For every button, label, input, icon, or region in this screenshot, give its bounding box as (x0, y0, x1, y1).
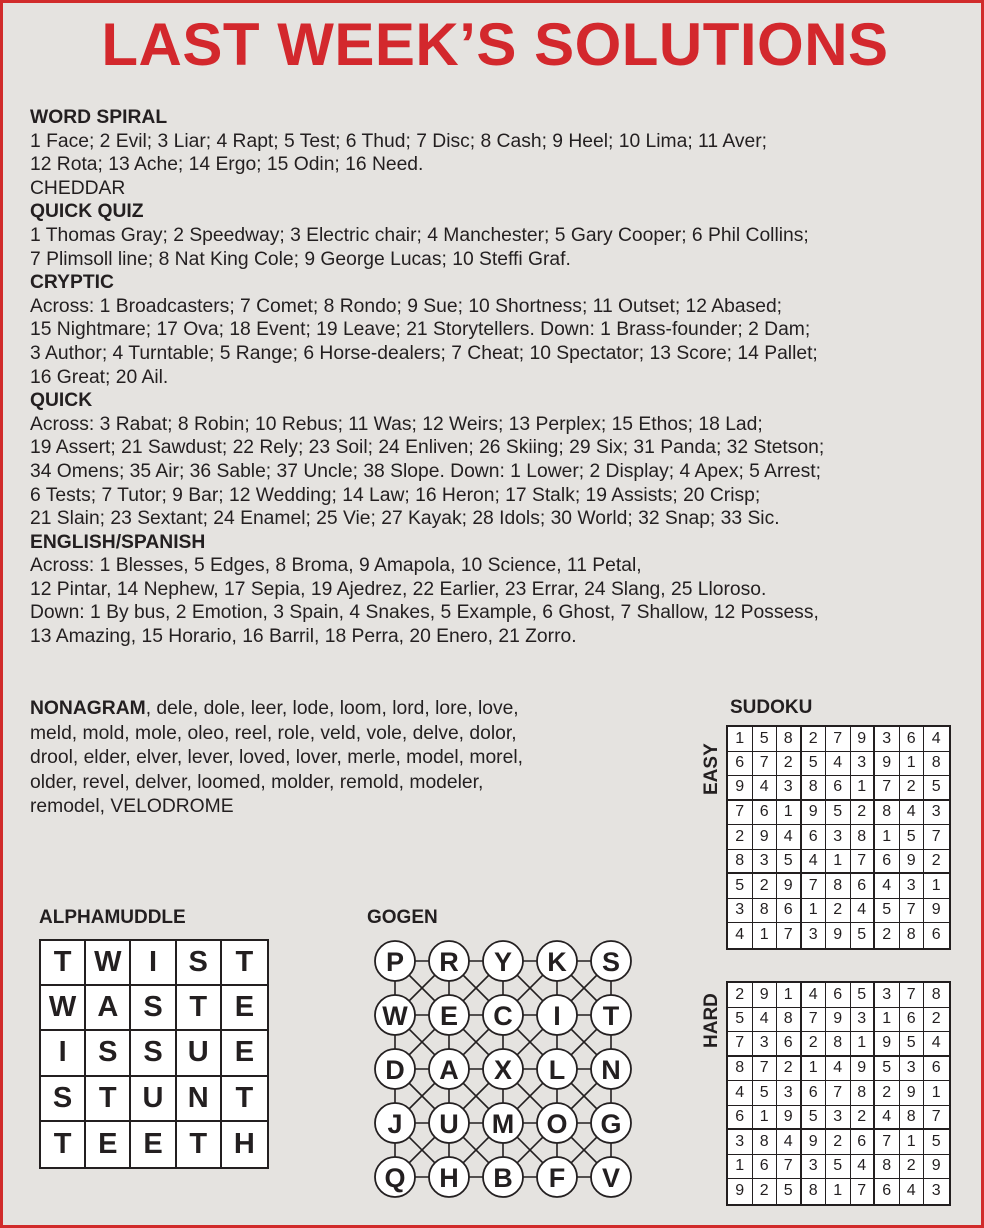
gogen-letter: I (553, 1001, 561, 1031)
nonagram-heading: NONAGRAM (30, 698, 146, 719)
sudoku-cell: 3 (826, 825, 851, 850)
sudoku-cell: 4 (802, 983, 827, 1008)
nonagram-line: older, revel, delver, loomed, molder, remold, modeler, (30, 771, 484, 793)
alphamuddle-cell: U (177, 1031, 222, 1076)
answer-line: 3 Author; 4 Turntable; 5 Range; 6 Horse-dealers; 7 Cheat; 10 Spectator; 13 Score; 14 Pallet; (30, 342, 818, 364)
gogen-letter: L (548, 1055, 566, 1085)
sudoku-cell: 2 (728, 825, 753, 850)
sudoku-cell: 2 (802, 1032, 827, 1057)
sudoku-cell: 3 (753, 1032, 778, 1057)
sudoku-cell: 2 (900, 1155, 925, 1180)
answer-line: 1 Thomas Gray; 2 Speedway; 3 Electric chair; 4 Manchester; 5 Gary Cooper; 6 Phil Collins; (30, 224, 809, 246)
alphamuddle-cell: S (86, 1031, 131, 1076)
sudoku-cell: 7 (826, 1081, 851, 1106)
sudoku-cell: 2 (777, 1057, 802, 1082)
gogen-letter: F (548, 1163, 566, 1193)
nonagram-section (30, 697, 630, 820)
sudoku-heading: SUDOKU (730, 697, 813, 718)
sudoku-cell: 2 (753, 874, 778, 899)
sudoku-cell: 6 (777, 899, 802, 924)
sudoku-cell: 8 (802, 776, 827, 801)
sudoku-cell: 7 (753, 752, 778, 777)
sudoku-cell: 3 (826, 1106, 851, 1131)
sudoku-cell: 3 (851, 1008, 876, 1033)
sudoku-cell: 9 (777, 874, 802, 899)
section-heading: WORD SPIRAL (30, 107, 168, 128)
answer-line: 19 Assert; 21 Sawdust; 22 Rely; 23 Soil; 24 Enliven; 26 Skiing; 29 Six; 31 Panda; 32 Stetson; (30, 437, 825, 459)
sudoku-cell: 5 (753, 727, 778, 752)
sudoku-cell: 7 (851, 1179, 876, 1204)
sudoku-cell: 3 (900, 874, 925, 899)
sudoku-cell: 4 (728, 923, 753, 948)
sudoku-cell: 4 (900, 1179, 925, 1204)
sudoku-cell: 1 (826, 1179, 851, 1204)
sudoku-cell: 4 (851, 899, 876, 924)
alphamuddle-cell: N (177, 1077, 222, 1122)
gogen-letter: S (601, 947, 621, 977)
gogen-letter: P (385, 947, 405, 977)
sudoku-cell: 5 (875, 1057, 900, 1082)
nonagram-line: drool, elder, elver, lever, loved, lover, merle, model, morel, (30, 747, 523, 768)
sudoku-cell: 1 (875, 825, 900, 850)
gogen-letter: K (547, 947, 567, 977)
gogen-letter: H (439, 1163, 459, 1193)
section-heading: QUICK QUIZ (30, 201, 144, 223)
sudoku-cell: 9 (875, 752, 900, 777)
sudoku-cell: 8 (900, 923, 925, 948)
sudoku-cell: 4 (900, 801, 925, 826)
sudoku-cell: 8 (924, 983, 949, 1008)
sudoku-cell: 2 (851, 801, 876, 826)
sudoku-cell: 8 (753, 1130, 778, 1155)
sudoku-cell: 5 (851, 983, 876, 1008)
sudoku-cell: 4 (753, 1008, 778, 1033)
sudoku-cell: 5 (753, 1081, 778, 1106)
sudoku-cell: 9 (728, 1179, 753, 1204)
answer-line: Across: 3 Rabat; 8 Robin; 10 Rebus; 11 Was; 12 Weirs; 13 Perplex; 15 Ethos; 18 Lad; (30, 413, 763, 435)
section-heading: CRYPTIC (30, 272, 114, 294)
sudoku-cell: 5 (875, 899, 900, 924)
answer-line: CHEDDAR (30, 177, 126, 199)
sudoku-cell: 4 (728, 1081, 753, 1106)
sudoku-cell: 7 (900, 983, 925, 1008)
sudoku-cell: 3 (931, 1182, 941, 1200)
sudoku-cell: 6 (728, 752, 753, 777)
gogen-letter: A (439, 1055, 459, 1085)
sudoku-cell: 1 (802, 1057, 827, 1082)
sudoku-cell: 5 (924, 776, 949, 801)
sudoku-cell: 4 (875, 1106, 900, 1131)
gogen-letter: N (601, 1055, 621, 1085)
sudoku-cell: 6 (851, 1130, 876, 1155)
sudoku-cell: 9 (753, 825, 778, 850)
alphamuddle-cell: S (41, 1077, 86, 1122)
sudoku-cell: 2 (826, 899, 851, 924)
alphamuddle-cell: S (131, 1031, 176, 1076)
answer-line: 7 Plimsoll line; 8 Nat King Cole; 9 George Lucas; 10 Steffi Graf. (30, 248, 571, 270)
sudoku-cell: 8 (851, 1081, 876, 1106)
sudoku-cell: 9 (900, 850, 925, 875)
sudoku-cell: 2 (826, 1130, 851, 1155)
sudoku-cell: 2 (728, 983, 753, 1008)
sudoku-cell: 9 (728, 776, 753, 801)
sudoku-cell: 4 (924, 727, 949, 752)
sudoku-cell: 2 (802, 727, 827, 752)
sudoku-cell: 9 (875, 1032, 900, 1057)
answer-line: 12 Rota; 13 Ache; 14 Ergo; 15 Odin; 16 Need. (30, 154, 424, 176)
alphamuddle-heading: ALPHAMUDDLE (39, 907, 186, 928)
sudoku-cell: 8 (802, 1179, 827, 1204)
sudoku-cell: 7 (728, 1032, 753, 1057)
sudoku-cell: 3 (802, 923, 827, 948)
sudoku-cell: 2 (875, 1081, 900, 1106)
sudoku-cell: 5 (728, 1008, 753, 1033)
gogen-letter: J (387, 1109, 403, 1139)
alphamuddle-cell: T (86, 1077, 131, 1122)
sudoku-cell: 3 (777, 1081, 802, 1106)
sudoku-cell: 8 (875, 1155, 900, 1180)
page-title: LAST WEEK’S SOLUTIONS (101, 11, 889, 78)
alphamuddle-cell: S (131, 986, 176, 1031)
sudoku-cell: 8 (900, 1106, 925, 1131)
sudoku-cell: 6 (753, 1155, 778, 1180)
sudoku-cell: 1 (924, 874, 949, 899)
sudoku-cell: 9 (900, 1081, 925, 1106)
alphamuddle-cell: W (86, 941, 131, 986)
sudoku-cell: 2 (900, 776, 925, 801)
section-heading: QUICK (30, 390, 93, 412)
gogen-grid (369, 935, 637, 1203)
gogen-letter: V (601, 1163, 621, 1193)
alphamuddle-cell: E (222, 986, 267, 1031)
sudoku-cell: 6 (931, 926, 941, 944)
sudoku-cell: 9 (802, 801, 827, 826)
sudoku-cell: 7 (802, 874, 827, 899)
sudoku-cell: 6 (802, 825, 827, 850)
sudoku-cell: 6 (851, 874, 876, 899)
nonagram-line: meld, mold, mole, oleo, reel, role, veld, vole, delve, dolor, (30, 722, 517, 744)
alphamuddle-grid (39, 939, 269, 1169)
gogen-letter: X (493, 1055, 513, 1085)
sudoku-cell: 2 (777, 752, 802, 777)
sudoku-cell: 1 (728, 1155, 753, 1180)
alphamuddle-cell: T (177, 1122, 222, 1167)
sudoku-cell: 9 (851, 1057, 876, 1082)
sudoku-cell: 1 (777, 801, 802, 826)
sudoku-cell: 6 (753, 801, 778, 826)
section-heading: ENGLISH/SPANISH (30, 531, 206, 553)
sudoku-cell: 1 (753, 923, 778, 948)
gogen-letter: C (493, 1001, 513, 1031)
sudoku-cell: 3 (875, 983, 900, 1008)
sudoku-cell: 1 (728, 727, 753, 752)
alphamuddle-cell: U (131, 1077, 176, 1122)
sudoku-cell: 6 (826, 776, 851, 801)
alphamuddle-cell: T (41, 941, 86, 986)
sudoku-cell: 6 (924, 1057, 949, 1082)
sudoku-hard-grid (726, 981, 951, 1206)
sudoku-cell: 3 (851, 752, 876, 777)
sudoku-cell: 7 (875, 1130, 900, 1155)
sudoku-cell: 7 (826, 727, 851, 752)
sudoku-cell: 1 (900, 1130, 925, 1155)
alphamuddle-cell: E (131, 1122, 176, 1167)
alphamuddle-cell: T (222, 941, 267, 986)
alphamuddle-cell: S (177, 941, 222, 986)
word-spiral-section (30, 106, 960, 649)
sudoku-cell: 3 (777, 776, 802, 801)
sudoku-cell: 8 (924, 752, 949, 777)
sudoku-cell: 5 (802, 1106, 827, 1131)
alphamuddle-cell: E (86, 1122, 131, 1167)
sudoku-cell: 9 (924, 1155, 949, 1180)
sudoku-cell: 5 (777, 1179, 802, 1204)
sudoku-cell: 3 (875, 727, 900, 752)
sudoku-cell: 9 (851, 727, 876, 752)
gogen-letter: E (439, 1001, 459, 1031)
sudoku-cell: 2 (924, 1008, 949, 1033)
sudoku-cell: 8 (851, 825, 876, 850)
sudoku-cell: 1 (851, 776, 876, 801)
sudoku-cell: 8 (875, 801, 900, 826)
alphamuddle-cell: I (41, 1031, 86, 1076)
answer-line: 12 Pintar, 14 Nephew, 17 Sepia, 19 Ajedrez, 22 Earlier, 23 Errar, 24 Slang, 25 Lloroso. (30, 578, 767, 600)
sudoku-cell: 3 (924, 801, 949, 826)
sudoku-cell: 3 (728, 1130, 753, 1155)
nonagram-line (30, 697, 630, 722)
sudoku-cell: 7 (900, 899, 925, 924)
sudoku-cell: 9 (802, 1130, 827, 1155)
alphamuddle-cell: T (41, 1122, 86, 1167)
sudoku-cell: 3 (728, 899, 753, 924)
sudoku-cell: 5 (851, 923, 876, 948)
alphamuddle-cell: H (233, 1127, 255, 1160)
sudoku-cell: 4 (826, 752, 851, 777)
gogen-letter: W (382, 1001, 408, 1031)
answer-line: Across: 1 Blesses, 5 Edges, 8 Broma, 9 Amapola, 10 Science, 11 Petal, (30, 555, 642, 577)
sudoku-cell: 8 (777, 1008, 802, 1033)
sudoku-cell: 1 (777, 983, 802, 1008)
gogen-letter: R (439, 947, 459, 977)
nonagram-words: , dele, dole, leer, lode, loom, lord, lore, love, (145, 698, 519, 719)
sudoku-cell: 6 (900, 1008, 925, 1033)
sudoku-cell: 2 (875, 923, 900, 948)
gogen-letter: Q (384, 1163, 406, 1193)
answer-line: 21 Slain; 23 Sextant; 24 Enamel; 25 Vie; 27 Kayak; 28 Idols; 30 World; 32 Snap; 33 Sic. (30, 508, 780, 530)
gogen-heading: GOGEN (367, 907, 438, 928)
sudoku-cell: 1 (826, 850, 851, 875)
sudoku-cell: 9 (826, 923, 851, 948)
gogen-letter: T (602, 1001, 620, 1031)
alphamuddle-cell: W (41, 986, 86, 1031)
sudoku-cell: 6 (900, 727, 925, 752)
sudoku-cell: 9 (826, 1008, 851, 1033)
sudoku-cell: 9 (924, 899, 949, 924)
sudoku-cell: 8 (728, 850, 753, 875)
sudoku-cell: 4 (875, 874, 900, 899)
sudoku-cell: 1 (802, 899, 827, 924)
sudoku-cell: 5 (924, 1130, 949, 1155)
answer-line: Down: 1 By bus, 2 Emotion, 3 Spain, 4 Snakes, 5 Example, 6 Ghost, 7 Shallow, 12 Possess, (30, 602, 819, 624)
sudoku-cell: 8 (826, 1032, 851, 1057)
sudoku-cell: 5 (802, 752, 827, 777)
sudoku-cell: 2 (924, 850, 949, 875)
sudoku-cell: 1 (924, 1081, 949, 1106)
sudoku-cell: 5 (826, 801, 851, 826)
sudoku-cell: 4 (924, 1032, 949, 1057)
sudoku-cell: 7 (851, 850, 876, 875)
gogen-letter: B (493, 1163, 513, 1193)
sudoku-cell: 7 (753, 1057, 778, 1082)
sudoku-cell: 5 (900, 825, 925, 850)
gogen-letter: U (439, 1109, 459, 1139)
alphamuddle-cell: A (86, 986, 131, 1031)
nonagram-line: remodel, VELODROME (30, 796, 234, 817)
sudoku-cell: 4 (753, 776, 778, 801)
sudoku-cell: 5 (900, 1032, 925, 1057)
sudoku-cell: 1 (900, 752, 925, 777)
sudoku-cell: 1 (875, 1008, 900, 1033)
sudoku-cell: 4 (851, 1155, 876, 1180)
sudoku-cell: 7 (777, 923, 802, 948)
sudoku-cell: 6 (875, 1179, 900, 1204)
sudoku-cell: 7 (777, 1155, 802, 1180)
sudoku-cell: 5 (826, 1155, 851, 1180)
sudoku-cell: 6 (826, 983, 851, 1008)
sudoku-cell: 3 (753, 850, 778, 875)
sudoku-cell: 7 (924, 1106, 949, 1131)
sudoku-cell: 4 (777, 1130, 802, 1155)
sudoku-cell: 6 (728, 1106, 753, 1131)
sudoku-cell: 3 (900, 1057, 925, 1082)
gogen-letter: Y (493, 947, 513, 977)
sudoku-cell: 7 (728, 801, 753, 826)
sudoku-cell: 2 (753, 1179, 778, 1204)
sudoku-cell: 1 (753, 1106, 778, 1131)
sudoku-cell: 5 (777, 850, 802, 875)
sudoku-cell: 1 (851, 1032, 876, 1057)
sudoku-cell: 7 (802, 1008, 827, 1033)
alphamuddle-cell: E (222, 1031, 267, 1076)
gogen-letter: M (491, 1109, 515, 1139)
sudoku-cell: 7 (924, 825, 949, 850)
answer-line: Across: 1 Broadcasters; 7 Comet; 8 Rondo; 9 Sue; 10 Shortness; 11 Outset; 12 Abased; (30, 295, 783, 317)
sudoku-hard-label: HARD (701, 993, 722, 1048)
sudoku-cell: 3 (802, 1155, 827, 1180)
answer-line: 16 Great; 20 Ail. (30, 366, 169, 388)
gogen-letter: O (546, 1109, 568, 1139)
answer-line: 1 Face; 2 Evil; 3 Liar; 4 Rapt; 5 Test; 6 Thud; 7 Disc; 8 Cash; 9 Heel; 10 Lima; 11 Aver; (30, 130, 767, 152)
sudoku-cell: 9 (753, 983, 778, 1008)
answer-line: 13 Amazing, 15 Horario, 16 Barril, 18 Perra, 20 Enero, 21 Zorro. (30, 626, 577, 648)
sudoku-cell: 7 (875, 776, 900, 801)
sudoku-cell: 4 (777, 825, 802, 850)
sudoku-cell: 8 (728, 1057, 753, 1082)
gogen-letter: G (600, 1109, 622, 1139)
sudoku-cell: 6 (875, 850, 900, 875)
sudoku-easy-grid (726, 725, 951, 950)
answer-line: 15 Nightmare; 17 Ova; 18 Event; 19 Leave; 21 Storytellers. Down: 1 Brass-founder; 2 Dam; (30, 319, 811, 341)
sudoku-cell: 8 (777, 727, 802, 752)
answer-line: 34 Omens; 35 Air; 36 Sable; 37 Uncle; 38 Slope. Down: 1 Lower; 2 Display; 4 Apex; 5 Arrest; (30, 460, 821, 482)
sudoku-cell: 8 (826, 874, 851, 899)
sudoku-easy-label: EASY (701, 743, 722, 795)
answer-line: 6 Tests; 7 Tutor; 9 Bar; 12 Wedding; 14 Law; 16 Heron; 17 Stalk; 19 Assists; 20 Crisp; (30, 484, 761, 506)
sudoku-cell: 8 (753, 899, 778, 924)
sudoku-cell: 9 (777, 1106, 802, 1131)
sudoku-cell: 2 (851, 1106, 876, 1131)
alphamuddle-cell: T (222, 1077, 267, 1122)
gogen-letter: D (385, 1055, 405, 1085)
sudoku-cell: 4 (826, 1057, 851, 1082)
sudoku-cell: 5 (728, 874, 753, 899)
alphamuddle-cell: T (177, 986, 222, 1031)
alphamuddle-cell: I (131, 941, 176, 986)
sudoku-cell: 6 (802, 1081, 827, 1106)
sudoku-cell: 6 (777, 1032, 802, 1057)
sudoku-cell: 4 (802, 850, 827, 875)
